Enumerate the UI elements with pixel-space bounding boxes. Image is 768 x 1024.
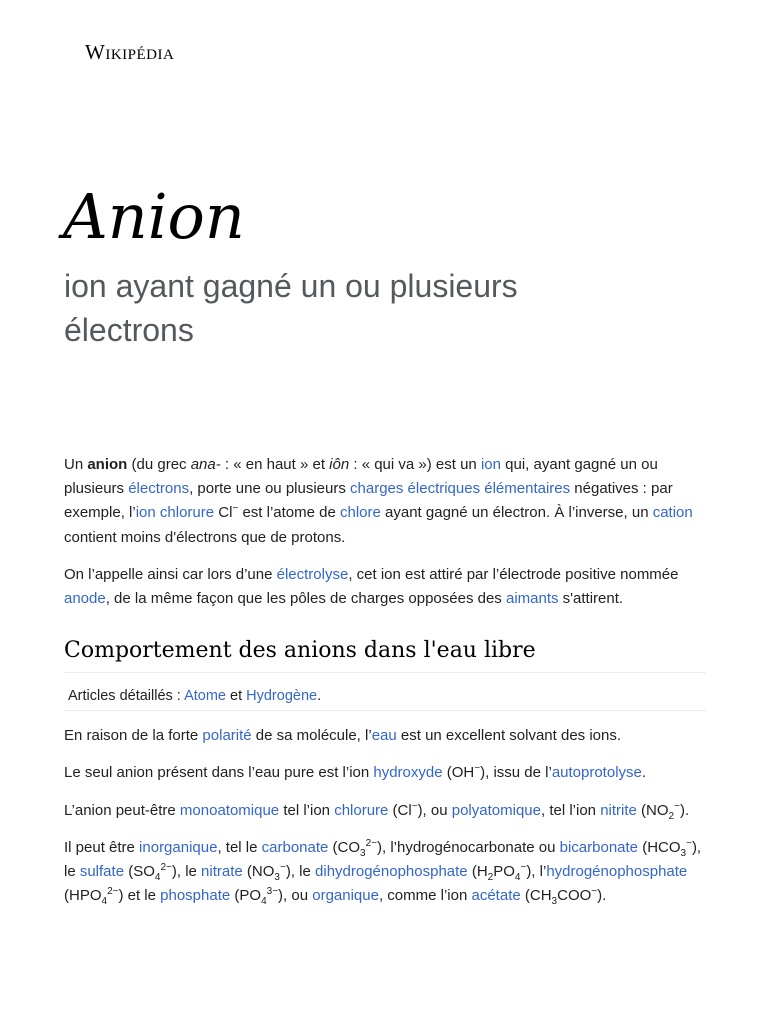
link-anode[interactable]: anode	[64, 590, 106, 608]
link-hydroxyde[interactable]: hydroxyde	[373, 764, 443, 782]
link-inorganique[interactable]: inorganique	[139, 838, 218, 856]
article-content	[64, 453, 706, 921]
wikipedia-logo[interactable]: Wikipédia	[85, 40, 175, 64]
page-title: Anion	[63, 180, 245, 253]
link-chlore[interactable]: chlore	[340, 504, 381, 522]
link-aimants[interactable]: aimants	[505, 590, 559, 608]
link-polarite[interactable]: polarité	[202, 727, 252, 745]
link-chlorure[interactable]: chlorure	[334, 801, 389, 819]
section-paragraph-3: L’anion peut-être monoatomique tel l’ion chlorure (Cl−), ou polyatomique, tel l’ion nitrite $(NO_2^-)$.	[64, 800, 690, 822]
link-polyatomique[interactable]: polyatomique	[451, 801, 541, 819]
link-bicarbonate[interactable]: bicarbonate	[559, 838, 639, 856]
intro-paragraph-1: Un anion (du grec ana- : « en haut » et iôn : « qui va ») est un ion qui, ayant gagné un ou plusieurs électrons, porte une ou plusieurs charges électriques élémentaires négatives : par exemple, l’ion chlorure Cl− est l’atome de chlore ayant gagné un électron. À l’inverse, un cation contient moins d'électrons que de protons.	[64, 456, 693, 546]
section-paragraph-4: Il peut être inorganique, tel le carbonate $(CO_3^{2-})$, l’hydrogénocarbonate ou bicarbonate $(HCO_3^-)$, le sulfate $(SO_4^{2-})$, le nitrate $(NO_3^-)$, le dihydrogénophosphate $(H_2PO_4^-)$, l’hydrogénophosphate $(HPO_4^{2-})$ et le phosphate $(PO_4^{3-})$, ou organique, comme l’ion acétate $(CH_3COO^-)$.	[64, 837, 702, 908]
section-heading[interactable]: Comportement des anions dans l'eau libre	[64, 636, 706, 673]
link-cation[interactable]: cation	[652, 504, 693, 522]
link-hydrogene[interactable]: Hydrogène	[246, 688, 318, 705]
page-subtitle: ion ayant gagné un ou plusieurs électrons	[64, 268, 518, 348]
link-phosphate[interactable]: phosphate	[160, 887, 231, 905]
link-sulfate[interactable]: sulfate	[79, 863, 125, 881]
intro-paragraph-2: On l’appelle ainsi car lors d’une électrolyse, cet ion est attiré par l’électrode positive nommée anode, de la même façon que les pôles de charges opposées des aimants s'attirent.	[64, 565, 679, 608]
link-ion[interactable]: ion	[480, 456, 501, 473]
link-acetate[interactable]: acétate	[471, 887, 521, 905]
section-paragraph-2: Le seul anion présent dans l’eau pure est l’ion hydroxyde (OH−), issu de l’autoprotolyse.	[64, 763, 647, 782]
link-electrolyse[interactable]: électrolyse	[276, 565, 349, 583]
section-paragraph-1: En raison de la forte polarité de sa molécule, l’eau est un excellent solvant des ions.	[64, 727, 622, 745]
link-ion-chlorure[interactable]: ion chlorure	[135, 504, 215, 522]
link-carbonate[interactable]: carbonate	[261, 838, 329, 856]
link-charges-electriques[interactable]: charges électriques élémentaires	[350, 480, 571, 498]
link-organique[interactable]: organique	[312, 887, 379, 905]
anion-term: anion	[87, 456, 128, 473]
link-monoatomique[interactable]: monoatomique	[179, 801, 280, 819]
link-electrons[interactable]: électrons	[128, 480, 190, 498]
link-atome[interactable]: Atome	[184, 688, 226, 705]
link-nitrate[interactable]: nitrate	[201, 863, 243, 881]
link-autoprotolyse[interactable]: autoprotolyse	[551, 764, 642, 782]
link-eau[interactable]: eau	[371, 727, 397, 745]
link-hydrogenophosphate[interactable]: hydrogénophosphate	[546, 863, 688, 881]
link-nitrite[interactable]: nitrite	[600, 801, 637, 819]
link-dihydrogenophosphate[interactable]: dihydrogénophosphate	[315, 863, 468, 881]
hatnote-detailed-articles: Articles détaillés : Atome et Hydrogène.	[64, 683, 706, 711]
